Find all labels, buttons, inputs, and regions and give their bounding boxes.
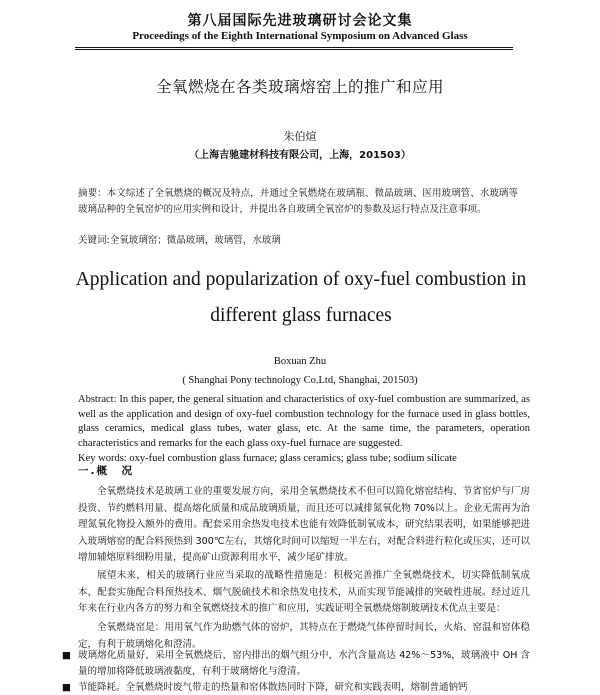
paper-title-cn: 全氧燃烧在各类玻璃熔窑上的推广和应用 — [155, 78, 444, 96]
author-cn: 朱伯煊 — [283, 130, 317, 143]
affiliation-cn: （上海吉驰建材科技有限公司，上海，201503） — [189, 150, 411, 161]
body-paragraph-3: 全氧燃烧窑是：用用氧气作为助燃气体的窑炉，其特点在于燃烧气体停留时间长，火焰、窑温和窑体稳定，有利于玻璃熔化和澄清。 — [78, 622, 530, 650]
proceedings-title-cn: 第八届国际先进玻璃研讨会论文集 — [187, 13, 413, 29]
keywords-en: Key words: oxy-fuel combustion glass furnace; glass ceramics; glass tube; sodium silicate — [78, 453, 457, 464]
square-bullet-icon: ■ — [62, 682, 71, 693]
paper-title-en: Application and popularization of oxy-fuel combustion in different glass furnaces — [75, 269, 527, 326]
bullet-list — [62, 648, 530, 695]
bullet-text: 节能降耗。全氧燃烧时废气带走的热量和窑体散热同时下降，研究和实践表明，熔制普通钠钙 — [78, 682, 468, 693]
body-paragraph-2: 展望未来，相关的玻璃行业应当采取的战略性措施是：积极完善推广全氧燃烧技术，切实降低制氧成本，配套实施配合料预热技术、烟气脱硫技术和余热发电技术，从而实现节能减排的突破性进展。经过近几年来在行业内各方的努力和全氧燃烧技术的推广和应用，实践证明全氧燃烧熔制玻璃技术优点主要是： — [78, 570, 530, 614]
keywords-cn: 关键词:全氧玻璃窑；微晶玻璃，玻璃管，水玻璃 — [78, 235, 281, 246]
square-bullet-icon: ■ — [62, 650, 71, 661]
abstract-en: Abstract: In this paper, the general situation and characteristics of oxy-fuel combustion are summarized, as well as the application and design of oxy-fuel combustion technology for the furnace used in glass bottles, glass ceramics, medical glass tubes, water glass, etc. At the same time, the parameters, operation characteristics and remarks for the each glass oxy-fuel furnace are suggested. — [78, 394, 530, 449]
body-paragraph-1: 全氧燃烧技术是玻璃工业的重要发展方向，采用全氧燃烧技术不但可以简化熔窑结构、节省窑炉与厂房投资、节约燃料用量、提高熔化质量和成品玻璃质量，而且还可以减排氮氧化物 70%以上。企业无需再为治理氮氧化物投入额外的费用。配套采用余热发电技术也能有效降低制氧成本，研究结果表明，如果能够把进入玻璃熔窑的配合料预热到 300℃左右，其熔化时间可以缩短一半左右，对配合料进行粒化或压实，还可以增加辅熔原料细粉用量，提高矿山资源利用水平，减少尾矿排放。 — [78, 486, 530, 563]
bullet-text: 玻璃熔化质量好，采用全氧燃烧后，窑内排出的烟气组分中，水汽含量高达 42%～53%，玻璃液中 OH 含量的增加将降低玻璃液黏度，有利于玻璃熔化与澄清。 — [78, 650, 530, 677]
proceedings-title-en: Proceedings of the Eighth International Symposium on Advanced Glass — [132, 30, 468, 42]
header-rule — [75, 47, 513, 50]
list-item — [62, 648, 530, 680]
affiliation-en: ( Shanghai Pony technology Co.Ltd, Shanghai, 201503) — [182, 375, 418, 386]
list-item — [62, 680, 530, 695]
abstract-cn: 摘要：本文综述了全氧燃烧的概况及特点，并通过全氧燃烧在玻璃瓶、微晶玻璃、医用玻璃管、水玻璃等玻璃品种的全氧窑炉的应用实例和设计，并提出各自玻璃全氧窑炉的参数及运行特点及注意事项。 — [78, 188, 518, 215]
author-en: Boxuan Zhu — [273, 356, 327, 367]
section-heading-overview: 一.概 况 — [78, 465, 134, 477]
